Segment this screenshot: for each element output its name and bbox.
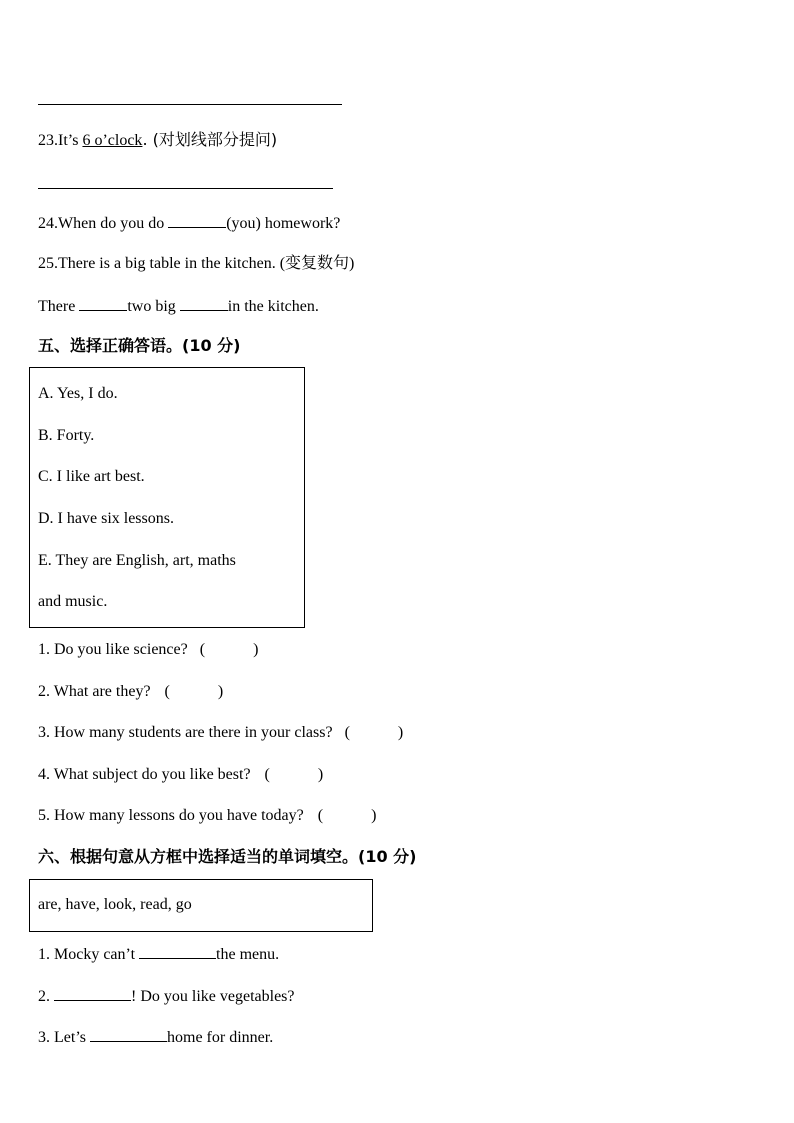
q24-after: (you) homework? [226, 215, 341, 232]
q25-part-1: There [38, 298, 80, 315]
answer-line-23[interactable] [38, 188, 333, 189]
s6-item-3-before: 3. Let’s [38, 1029, 90, 1046]
word-box-text: are, have, look, read, go [38, 896, 192, 913]
answer-line-22[interactable] [38, 104, 342, 105]
s5-question-5 [38, 806, 376, 826]
option-a: A. Yes, I do. [38, 385, 118, 402]
q25-answer [38, 295, 319, 317]
option-d: D. I have six lessons. [38, 510, 174, 527]
s6-item-2-before: 2. [38, 988, 54, 1005]
question-25 [38, 254, 354, 274]
section-5-heading: 五、选择正确答语。(10 分) [38, 336, 241, 355]
blank-q25-2[interactable] [180, 295, 228, 311]
q23-prefix: 23.It’s [38, 132, 83, 149]
blank-s6-2[interactable] [54, 985, 131, 1001]
answer-paren-1[interactable]: ( ) [199, 641, 259, 658]
q23-underlined: 6 o’clock [82, 132, 143, 149]
s6-item-3 [38, 1026, 273, 1048]
options-box [29, 367, 305, 628]
answer-paren-4[interactable]: ( ) [264, 766, 324, 783]
answer-paren-2[interactable]: ( ) [164, 683, 224, 700]
s5-q3-text: 3. How many students are there in your class? [38, 724, 333, 741]
s5-q4-text: 4. What subject do you like best? [38, 766, 251, 783]
s5-question-3 [38, 723, 403, 743]
section-6-heading: 六、根据句意从方框中选择适当的单词填空。(10 分) [38, 847, 417, 866]
s5-question-1 [38, 640, 258, 660]
answer-paren-5[interactable]: ( ) [317, 807, 377, 824]
s5-q2-text: 2. What are they? [38, 683, 151, 700]
s6-item-2-after: ! Do you like vegetables? [131, 988, 295, 1005]
s6-item-1 [38, 943, 279, 965]
blank-q25-1[interactable] [79, 295, 127, 311]
option-e: E. They are English, art, maths [38, 552, 236, 569]
question-24 [38, 212, 340, 234]
q25-part-3: in the kitchen. [227, 298, 319, 315]
q25-part-2: two big [127, 298, 180, 315]
s6-item-3-after: home for dinner. [167, 1029, 274, 1046]
q24-before: 24.When do you do [38, 215, 169, 232]
blank-q24[interactable] [168, 212, 226, 228]
option-e-continued: and music. [38, 593, 108, 610]
question-23 [38, 130, 277, 151]
answer-paren-3[interactable]: ( ) [344, 724, 404, 741]
s5-question-4 [38, 765, 323, 785]
blank-s6-1[interactable] [139, 943, 216, 959]
s5-q5-text: 5. How many lessons do you have today? [38, 807, 304, 824]
s6-item-1-after: the menu. [216, 946, 280, 963]
s6-item-2 [38, 985, 295, 1007]
q23-suffix: . (对划线部分提问) [142, 130, 278, 149]
s5-question-2 [38, 682, 223, 702]
option-b: B. Forty. [38, 427, 95, 444]
option-c: C. I like art best. [38, 468, 145, 485]
s6-item-1-before: 1. Mocky can’t [38, 946, 140, 963]
s5-q1-text: 1. Do you like science? [38, 641, 188, 658]
blank-s6-3[interactable] [90, 1026, 167, 1042]
q25-text: 25.There is a big table in the kitchen. (变复数句) [38, 255, 355, 272]
